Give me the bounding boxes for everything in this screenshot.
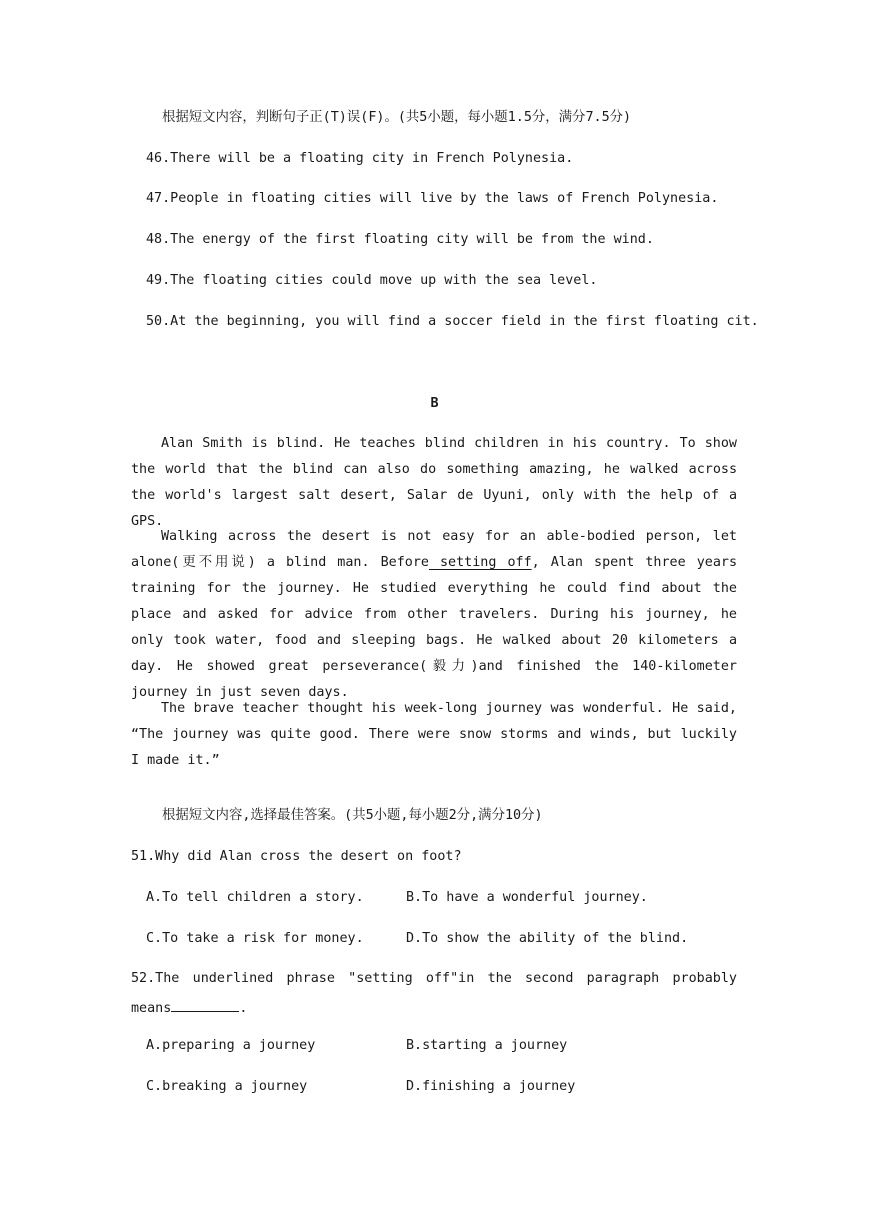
- question-47: 47.People in floating cities will live by the laws of French Polynesia.: [146, 191, 719, 206]
- paragraph-2-rest: , Alan spent three years training for the journey. He studied everything he could find about the place and asked for advice from other travelers. During his journey, he only took water, food and sleeping bags. He walked about 20 kilometers a day. He showed great perseverance(毅力)and finished the 140-kilometer journey in just seven days.: [131, 555, 737, 700]
- question-51-option-c: C.To take a risk for money.: [146, 931, 364, 946]
- question-52-stem-line-1: 52.The underlined phrase "setting off"in the second paragraph probably: [131, 971, 737, 986]
- section-heading-b: B: [430, 396, 439, 411]
- question-52-option-b: B.starting a journey: [406, 1038, 568, 1053]
- means-text: means: [131, 1001, 172, 1016]
- question-51-option-b: B.To have a wonderful journey.: [406, 890, 648, 905]
- question-48: 48.The energy of the first floating city will be from the wind.: [146, 232, 654, 247]
- question-50: 50.At the beginning, you will find a soccer field in the first floating cit.: [146, 314, 759, 329]
- passage-paragraph-1: Alan Smith is blind. He teaches blind children in his country. To show the world that the blind can also do something amazing, he walked across the world's largest salt desert, Salar de Uyuni, only with the help of a GPS.: [131, 436, 737, 529]
- question-51-option-d: D.To show the ability of the blind.: [406, 931, 689, 946]
- question-46: 46.There will be a floating city in French Polynesia.: [146, 151, 574, 166]
- question-52-option-c: C.breaking a journey: [146, 1079, 308, 1094]
- passage-paragraph-3: The brave teacher thought his week-long journey was wonderful. He said, “The journey was quite good. There were snow storms and winds, but luckily I made it.”: [131, 701, 737, 768]
- mc-instruction: 根据短文内容,选择最佳答案。(共5小题,每小题2分,满分10分): [162, 808, 543, 823]
- question-49: 49.The floating cities could move up with the sea level.: [146, 273, 598, 288]
- question-52-option-a: A.preparing a journey: [146, 1038, 316, 1053]
- question-51-stem: 51.Why did Alan cross the desert on foot?: [131, 849, 462, 864]
- underlined-phrase: setting off: [428, 555, 532, 570]
- question-52-stem-line-2: [131, 997, 247, 1018]
- paragraph-2-start: Walking across the desert is not easy for an able-bodied person, let alone(更不用说) a blind man. Before: [131, 529, 737, 570]
- passage-paragraph-2: [131, 524, 737, 706]
- tf-instruction: 根据短文内容，判断句子正(T)误(F)。(共5小题，每小题1.5分，满分7.5分): [162, 110, 632, 125]
- question-51-option-a: A.To tell children a story.: [146, 890, 364, 905]
- answer-blank: [171, 997, 239, 1012]
- question-52-option-d: D.finishing a journey: [406, 1079, 576, 1094]
- stem-period: .: [239, 1001, 248, 1016]
